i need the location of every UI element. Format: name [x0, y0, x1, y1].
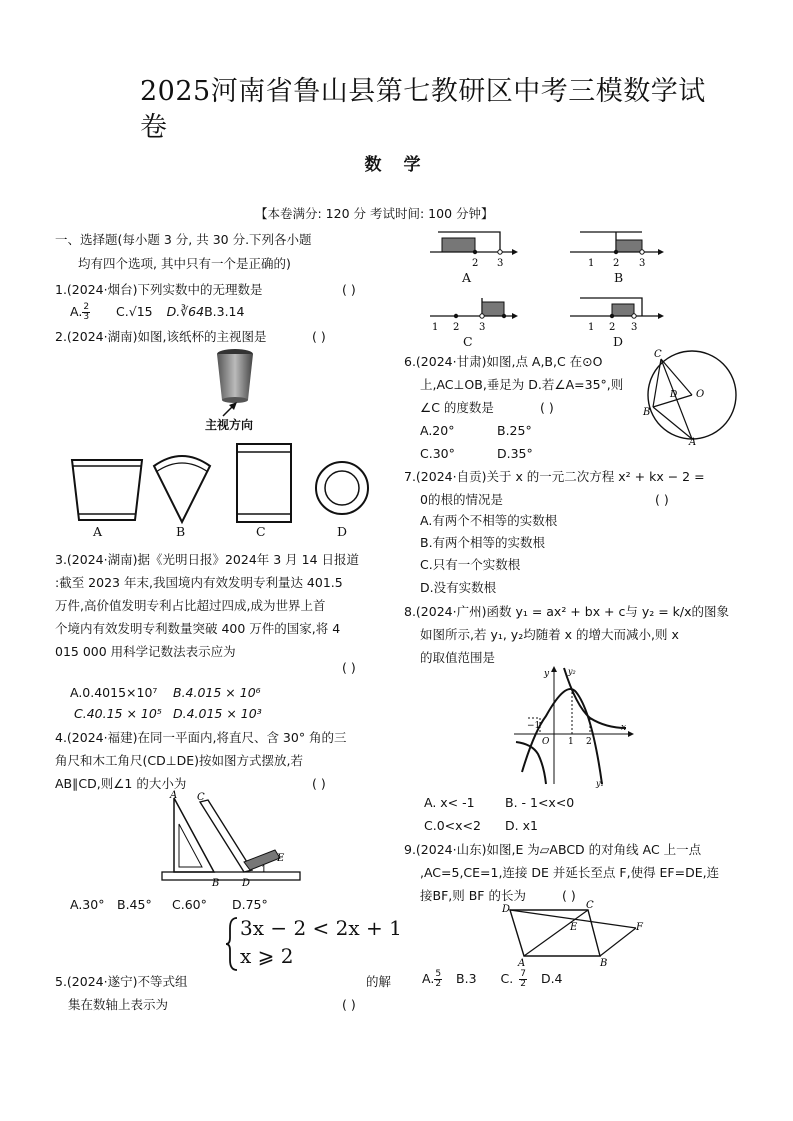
svg-text:A: A	[170, 790, 178, 801]
q9-option-c-numerator: 7	[520, 969, 526, 979]
q5-option-a-number-line	[430, 232, 518, 269]
q3-option-b: B.4.015 × 10⁶	[173, 685, 261, 700]
q2-option-d-figure	[316, 462, 368, 514]
title-line-2: 卷	[140, 112, 168, 143]
q3-line-3: 万件,高价值发明专利占比超过四成,成为世界上首	[55, 598, 326, 613]
q2-label-c: C	[256, 524, 266, 539]
q3-line-5: 015 000 用科学记数法表示应为	[55, 644, 236, 659]
svg-text:2: 2	[586, 737, 592, 747]
q5-number-lines	[420, 226, 670, 354]
q5-inequality-2: x ⩾ 2	[240, 944, 294, 968]
q2-paren: ( )	[312, 329, 326, 344]
svg-text:2: 2	[472, 258, 479, 269]
q9-option-c-prefix: C.	[500, 971, 514, 986]
q3-line-2: :截至 2023 年末,我国境内有效发明专利量达 401.5	[55, 575, 343, 590]
q8-function-graph	[510, 662, 635, 790]
q6-option-b: B.25°	[497, 423, 532, 438]
q2-option-a-figure	[72, 460, 142, 520]
q5-label-b: B	[614, 270, 624, 285]
q6-option-c: C.30°	[420, 446, 455, 461]
q1-option-a-prefix: A.	[70, 304, 83, 319]
q4-option-b: B.45°	[117, 897, 152, 912]
q8-option-d: D. x1	[505, 818, 538, 833]
q2-label-a: A	[93, 524, 103, 539]
svg-text:1: 1	[588, 322, 595, 333]
subject-heading: 数 学	[364, 155, 429, 175]
q4-line-2: 角尺和木工角尺(CD⊥DE)按如图方式摆放,若	[55, 753, 303, 768]
q5-option-d-number-line	[570, 298, 664, 333]
svg-text:3: 3	[479, 322, 486, 333]
view-direction-label: 主视方向	[205, 418, 254, 432]
q4-option-a: A.30°	[70, 897, 105, 912]
q6-paren: ( )	[540, 400, 554, 415]
svg-text:E: E	[277, 853, 285, 864]
q2-stem: 2.(2024·湖南)如图,该纸杯的主视图是	[55, 329, 267, 344]
q3-option-a: A.0.4015×10⁷	[70, 685, 158, 700]
q5-brace	[225, 916, 239, 972]
q1-option-a-fraction	[82, 303, 90, 322]
svg-text:y₁: y₁	[596, 779, 604, 788]
section-heading-line-1: 一、选择题(每小题 3 分, 共 30 分.下列各小题	[55, 232, 312, 247]
q9-option-a-fraction	[434, 970, 442, 989]
title-line-1: 2025河南省鲁山县第七教研区中考三模数学试	[140, 76, 706, 107]
q9-paren: ( )	[562, 888, 576, 903]
q7-option-d: D.没有实数根	[420, 580, 497, 595]
q4-paren: ( )	[312, 776, 326, 791]
q3-line-4: 个境内有效发明专利数量突破 400 万件的国家,将 4	[55, 621, 341, 636]
q7-line-1: 7.(2024·自贡)关于 x 的一元二次方程 x² + kx − 2 =	[404, 469, 705, 484]
q6-line-2: 上,AC⊥OB,垂足为 D.若∠A=35°,则	[420, 377, 624, 392]
q6-option-d: D.35°	[497, 446, 533, 461]
svg-text:2: 2	[613, 258, 620, 269]
svg-text:D: D	[502, 904, 511, 915]
svg-text:C: C	[586, 900, 594, 911]
svg-text:1: 1	[432, 322, 439, 333]
q5-label-c: C	[463, 334, 473, 349]
q8-option-c: C.0<x<2	[424, 818, 481, 833]
svg-text:E: E	[570, 922, 578, 933]
q5-stem: 5.(2024·遂宁)不等式组	[55, 974, 188, 989]
q7-option-b: B.有两个相等的实数根	[420, 535, 546, 550]
q9-option-a-numerator: 5	[435, 969, 442, 979]
q8-line-1: 8.(2024·广州)函数 y₁ = ax² + bx + c与 y₂ = k/x的图象	[404, 604, 730, 619]
q3-option-c: C.40.15 × 10⁵	[74, 706, 162, 721]
svg-text:F: F	[636, 922, 643, 933]
q4-option-d: D.75°	[232, 897, 268, 912]
q1-option-a-numerator: 2	[83, 302, 90, 312]
svg-text:y: y	[544, 669, 550, 679]
q5-paren: ( )	[342, 997, 356, 1012]
q1-stem: 1.(2024·烟台)下列实数中的无理数是	[55, 282, 263, 297]
q6-circle-figure	[640, 345, 740, 445]
q1-option-d: D.∛64	[166, 304, 205, 319]
q7-option-c: C.只有一个实数根	[420, 557, 521, 572]
q5-option-c-number-line	[430, 298, 518, 333]
q6-line-3: ∠C 的度数是	[420, 400, 494, 415]
page-title	[140, 74, 760, 146]
q1-paren: ( )	[342, 282, 356, 297]
q7-option-a: A.有两个不相等的实数根	[420, 513, 558, 528]
q8-option-a: A. x< -1	[424, 795, 475, 810]
svg-text:3: 3	[639, 258, 646, 269]
svg-text:B: B	[643, 407, 651, 418]
q7-paren: ( )	[655, 492, 669, 507]
q8-line-3: 的取值范围是	[420, 650, 496, 665]
q9-option-a-prefix: A.	[422, 971, 435, 986]
q9-option-c-denominator: 2	[520, 979, 526, 989]
svg-text:1: 1	[588, 258, 595, 269]
q4-line-1: 4.(2024·福建)在同一平面内,将直尺、含 30° 角的三	[55, 730, 347, 745]
svg-text:3: 3	[631, 322, 638, 333]
q9-option-c-fraction	[519, 970, 527, 989]
q4-line-3: AB∥CD,则∠1 的大小为	[55, 776, 187, 791]
q3-option-d: D.4.015 × 10³	[173, 706, 262, 721]
q2-label-b: B	[176, 524, 186, 539]
svg-text:B: B	[212, 878, 220, 888]
svg-text:C: C	[197, 792, 205, 803]
q1-option-c: C.√15	[116, 304, 153, 319]
q1-options	[70, 300, 244, 323]
q1-option-a-denominator: 3	[83, 312, 90, 322]
svg-text:D: D	[242, 878, 251, 888]
q8-line-2: 如图所示,若 y₁, y₂均随着 x 的增大而减小,则 x	[420, 627, 679, 642]
svg-text:C: C	[654, 349, 662, 360]
q2-label-d: D	[337, 524, 348, 539]
q3-line-1: 3.(2024·湖南)据《光明日报》2024年 3 月 14 日报道	[55, 552, 360, 567]
q5-label-d: D	[613, 334, 624, 349]
q8-option-b: B. - 1<x<0	[505, 795, 575, 810]
svg-text:D: D	[670, 390, 678, 400]
svg-text:−1: −1	[527, 721, 541, 731]
q4-figure	[160, 788, 305, 888]
q9-option-a-denominator: 2	[435, 979, 442, 989]
q9-options	[422, 967, 563, 990]
svg-text:y₂: y₂	[568, 667, 576, 676]
q5-inequality-1: 3x − 2 < 2x + 1	[240, 916, 402, 940]
svg-text:O: O	[696, 389, 705, 400]
q9-line-2: ,AC=5,CE=1,连接 DE 并延长至点 F,使得 EF=DE,连	[420, 865, 720, 880]
q5-option-b-number-line	[570, 232, 664, 269]
svg-text:3: 3	[497, 258, 504, 269]
q7-line-2: 0的根的情况是	[420, 492, 503, 507]
svg-text:A: A	[518, 958, 526, 966]
q5-inequality-system	[240, 914, 402, 970]
svg-text:A: A	[689, 437, 697, 445]
svg-text:O: O	[542, 737, 550, 747]
paper-cup-image	[210, 348, 260, 406]
q6-option-a: A.20°	[420, 423, 455, 438]
q9-line-1: 9.(2024·山东)如图,E 为▱ABCD 的对角线 AC 上一点	[404, 842, 702, 857]
exam-meta: 【本卷满分: 120 分 考试时间: 100 分钟】	[255, 206, 494, 221]
q6-line-1: 6.(2024·甘肃)如图,点 A,B,C 在⊙O	[404, 354, 603, 369]
q1-option-b: B.3.14	[204, 304, 245, 319]
q9-line-3: 接BF,则 BF 的长为	[420, 888, 526, 903]
q4-option-c: C.60°	[172, 897, 207, 912]
svg-text:x: x	[621, 723, 627, 733]
q5-label-a: A	[462, 270, 472, 285]
svg-text:1: 1	[568, 737, 574, 747]
q2-figure	[60, 440, 370, 540]
q5-stem-tail: 的解	[366, 974, 392, 989]
q9-option-d: D.4	[540, 971, 563, 986]
svg-text:2: 2	[453, 322, 460, 333]
q9-option-b: B.3	[456, 971, 477, 986]
svg-text:1: 1	[261, 865, 267, 875]
q9-parallelogram-figure	[500, 900, 650, 966]
q2-option-b-figure	[154, 456, 210, 522]
q3-paren: ( )	[342, 660, 356, 675]
svg-text:2: 2	[609, 322, 616, 333]
section-heading-line-2: 均有四个选项, 其中只有一个是正确的)	[78, 256, 291, 271]
svg-text:B: B	[600, 958, 608, 966]
q5-stem-line-2: 集在数轴上表示为	[68, 997, 169, 1012]
q2-option-c-figure	[237, 444, 291, 522]
